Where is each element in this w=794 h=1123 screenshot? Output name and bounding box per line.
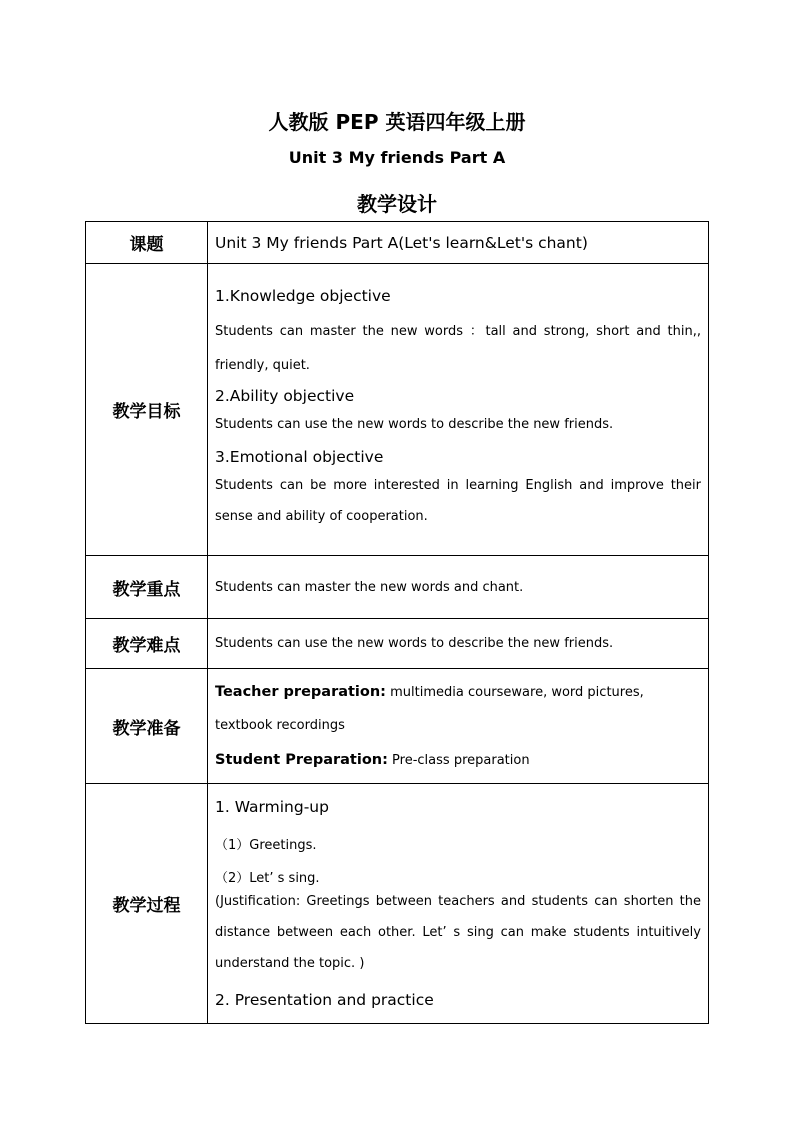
process-label: 教学过程 [86,784,208,1024]
objectives-content [208,264,709,556]
key-points-label: 教学重点 [86,556,208,619]
lesson-plan-table [85,221,709,1024]
objectives-label: 教学目标 [86,264,208,556]
table-row-key-points [86,556,709,619]
warmup-justification: (Justification: Greetings between teachers and students can shorten the distance between each other. Let’ s sing can make students intuitively understand the topic. ) [215,894,701,971]
emotional-heading: 3.Emotional objective [215,448,384,466]
emotional-text: Students can be more interested in learning English and improve their sense and ability of cooperation. [215,478,701,524]
document-title: 人教版 PEP 英语四年级上册 [268,110,526,134]
table-row-topic [86,222,709,264]
teacher-preparation-text: multimedia courseware, word pictures, [385,685,644,700]
table-row-process [86,784,709,1024]
document-subtitle: 教学设计 [357,192,437,216]
preparation-label: 教学准备 [86,669,208,784]
unit-title: Unit 3 My friends Part A [288,148,506,167]
warmup-step-2: （2）Let’ s sing. [215,871,320,886]
key-points-value: Students can master the new words and chant. [208,556,709,619]
warmup-heading: 1. Warming-up [215,798,329,816]
presentation-heading: 2. Presentation and practice [215,991,434,1009]
difficulties-label: 教学难点 [86,619,208,669]
teacher-preparation-label: Teacher preparation: [215,684,386,700]
student-preparation-label: Student Preparation: [215,752,388,768]
table-row-objectives [86,264,709,556]
ability-heading: 2.Ability objective [215,387,355,405]
student-preparation-text: Pre-class preparation [387,753,530,768]
topic-label: 课题 [86,222,208,264]
difficulties-value: Students can use the new words to describe the new friends. [208,619,709,669]
knowledge-heading: 1.Knowledge objective [215,287,391,305]
topic-value: Unit 3 My friends Part A(Let's learn&Let's chant) [208,222,709,264]
knowledge-text: Students can master the new words ：tall and strong, short and thin,, friendly, quiet. [215,324,701,373]
teacher-preparation-text-2: textbook recordings [215,718,345,733]
ability-text: Students can use the new words to describe the new friends. [215,417,614,432]
preparation-content [208,669,709,784]
warmup-step-1: （1）Greetings. [215,838,317,853]
table-row-difficulties [86,619,709,669]
teacher-preparation [215,681,701,703]
process-content [208,784,709,1024]
table-row-preparation [86,669,709,784]
student-preparation [215,749,701,771]
